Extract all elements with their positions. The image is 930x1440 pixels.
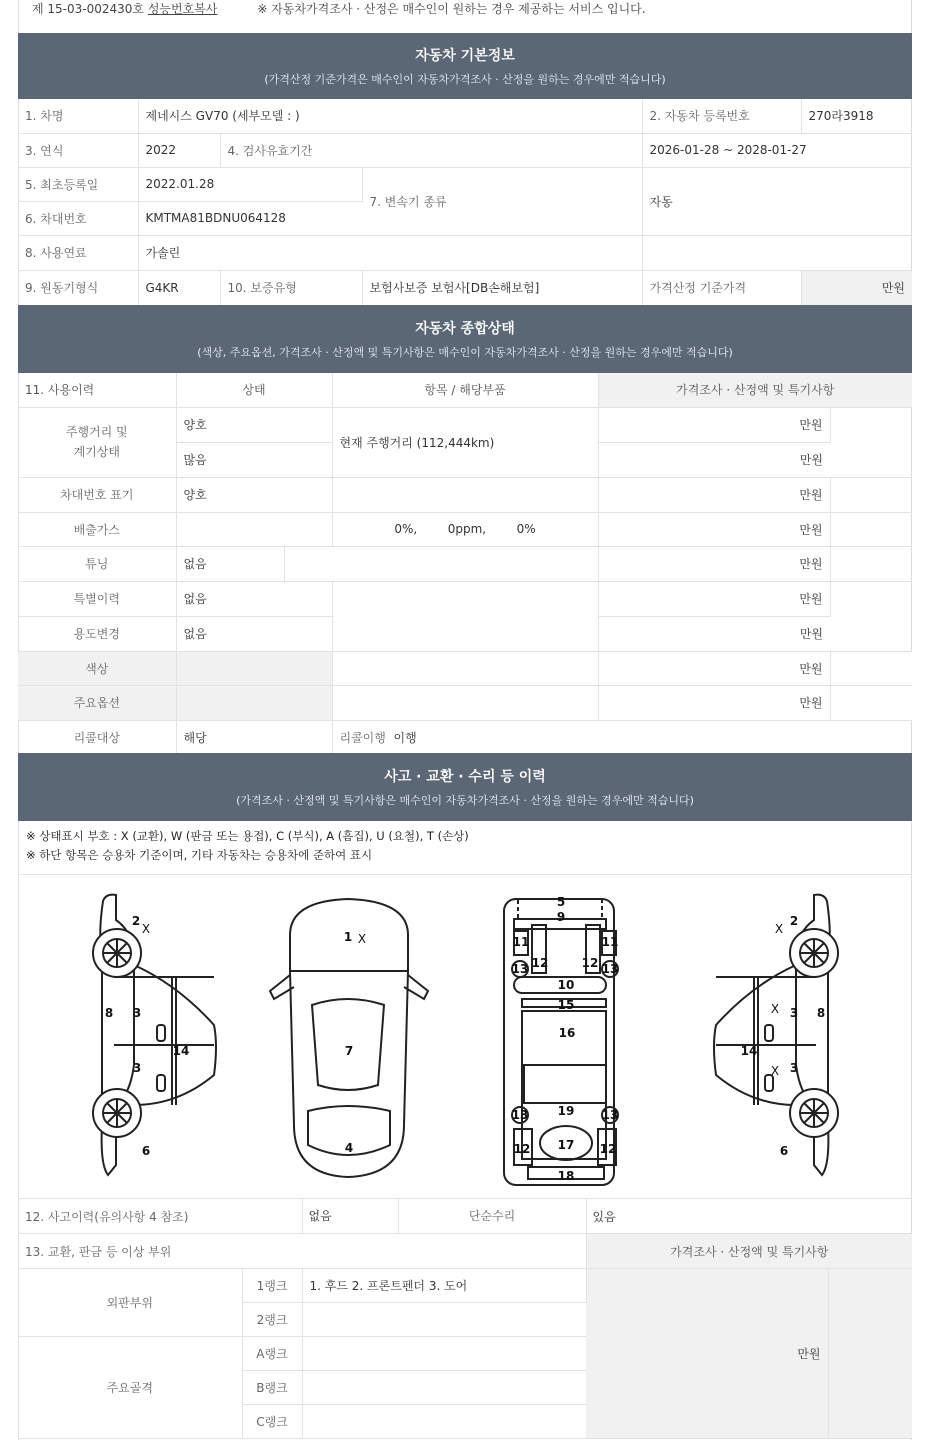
fuel-value: 가솔린: [138, 235, 642, 270]
underbody-label-1: 9: [556, 910, 566, 924]
base-price-unit: 만원: [801, 270, 912, 305]
overall-status-subtitle: (색상, 주요옵션, 가격조사 · 산정액 및 특기사항은 매수인이 자동차가격조사 · 산정을 원하는 경우에만 적습니다): [197, 346, 733, 359]
first-reg-label: 5. 최초등록일: [18, 167, 138, 201]
report-top-line: [32, 0, 646, 18]
fuel-label: 8. 사용연료: [18, 235, 138, 270]
emission-price: 만원: [598, 512, 830, 546]
options-state: [176, 685, 332, 720]
report-number: 제 15-03-002430호 성능번호복사: [32, 2, 218, 16]
row-mileage-1: [18, 407, 912, 442]
row-special: [18, 581, 912, 616]
right-side-label-0: X: [774, 922, 784, 936]
rankA-label: A랭크: [242, 1337, 302, 1371]
top-view-label-1: X: [357, 932, 367, 946]
inspect-value: 2026-01-28 ~ 2028-01-27: [642, 133, 912, 167]
trans-value: 자동: [642, 167, 912, 235]
underbody-label-12: 13: [511, 1108, 529, 1122]
rank1-label: 1랭크: [242, 1269, 302, 1303]
row-first-reg: [18, 167, 912, 201]
left-side-view: [93, 895, 216, 1175]
row-rank1: [18, 1269, 912, 1303]
tuning-price: 만원: [598, 546, 830, 581]
vin-mark-item: [332, 477, 598, 512]
parts-price-header: 가격조사 · 산정액 및 특기사항: [586, 1234, 912, 1269]
status-header-row: [18, 373, 912, 407]
rankA-value: [302, 1337, 586, 1371]
usage-history-header: 11. 사용이력: [18, 373, 176, 407]
underbody-label-2: 11: [512, 935, 530, 949]
parts-price-unit: 만원: [586, 1269, 828, 1439]
car-name-label: 1. 차명: [18, 99, 138, 133]
accident-history-inner: [303, 1199, 913, 1233]
mileage-price-2: 만원: [598, 442, 830, 477]
special-price: 만원: [598, 581, 830, 616]
mileage-state-high: 많음: [176, 442, 332, 477]
vin-value: KMTMA81BDNU064128: [138, 201, 362, 235]
left-side-label-3: 3: [132, 1006, 142, 1020]
options-note: [830, 685, 912, 720]
right-side-label-1: 2: [789, 914, 799, 928]
vin-mark-price: 만원: [598, 477, 830, 512]
mileage-label: 주행거리 및 계기상태: [18, 407, 176, 477]
accident-history-label: 12. 사고이력(유의사항 4 참조): [18, 1199, 302, 1234]
year-label: 3. 연식: [18, 133, 138, 167]
right-side-label-6: X: [770, 1064, 780, 1078]
parts-label: 13. 교환, 판금 등 이상 부위: [18, 1234, 586, 1269]
basic-info-header: [18, 33, 912, 99]
right-side-label-4: 8: [816, 1006, 826, 1020]
underbody-label-0: 5: [556, 895, 566, 909]
vin-label: 6. 차대번호: [18, 201, 138, 235]
copy-number-link[interactable]: 성능번호복사: [147, 2, 218, 16]
fuel-empty: [642, 235, 912, 270]
color-item: [332, 651, 598, 685]
legend-line-1: ※ 상태표시 부호 : X (교환), W (판금 또는 용접), C (부식), A (흠집), U (요철), T (손상): [26, 829, 469, 843]
emission-values: 0%, 0ppm, 0%: [332, 512, 598, 546]
mileage-item: 현재 주행거리 (112,444km): [332, 407, 598, 477]
emission-label: 배출가스: [18, 512, 176, 546]
reg-no-label: 2. 자동차 등록번호: [642, 99, 801, 133]
basic-info-subtitle: (가격산정 기준가격은 매수인이 자동차가격조사 · 산정을 원하는 경우에만 적습니다): [264, 73, 666, 86]
row-accident-history: [18, 1199, 912, 1234]
underbody-label-5: 12: [581, 956, 599, 970]
right-side-view: [714, 895, 838, 1175]
inspect-label: 4. 검사유효기간: [220, 133, 642, 167]
reg-no-value: 270라3918: [801, 99, 912, 133]
left-side-label-5: 14: [172, 1044, 190, 1058]
basic-info-title: 자동차 기본정보: [415, 48, 515, 64]
simple-repair-label: 단순수리: [399, 1199, 587, 1233]
item-header: 항목 / 해당부품: [332, 373, 598, 407]
left-side-label-1: X: [141, 922, 151, 936]
engine-label: 9. 원동기형식: [18, 270, 138, 305]
color-note: [830, 651, 912, 685]
options-label: 주요옵션: [18, 685, 176, 720]
underbody-label-17: 18: [557, 1169, 575, 1183]
warranty-value: 보험사보증 보험사[DB손해보험]: [362, 270, 642, 305]
row-fuel: [18, 235, 912, 270]
underbody-label-10: 16: [558, 1026, 576, 1040]
special-label: 특별이력: [18, 581, 176, 616]
row-emission: [18, 512, 912, 546]
rankB-label: B랭크: [242, 1371, 302, 1405]
usage-change-label: 용도변경: [18, 616, 176, 651]
car-diagram-svg: [18, 875, 912, 1199]
top-view-label-0: 1: [343, 930, 353, 944]
row-options: [18, 685, 912, 720]
accident-history-title: 사고 · 교환 · 수리 등 이력: [384, 769, 546, 785]
color-price: 만원: [598, 651, 830, 685]
price-header: 가격조사 · 산정액 및 특기사항: [598, 373, 912, 407]
emission-note: [830, 512, 912, 546]
usage-change-state: 없음: [176, 616, 332, 651]
row-tuning: [18, 546, 912, 581]
right-side-label-8: 6: [779, 1144, 789, 1158]
underbody-label-3: 11: [601, 935, 619, 949]
underbody-label-6: 13: [511, 962, 529, 976]
left-side-label-6: 6: [141, 1144, 151, 1158]
right-side-label-7: 3: [789, 1061, 799, 1075]
underbody-label-7: 13: [601, 962, 619, 976]
row-recall: [18, 720, 912, 754]
mileage-price-1: 만원: [598, 407, 830, 442]
recall-done: [332, 720, 912, 754]
recall-state: 해당: [176, 720, 332, 754]
trans-label: 7. 변속기 종류: [362, 167, 642, 235]
special-state: 없음: [176, 581, 332, 616]
parts-price-note: [828, 1269, 912, 1439]
right-side-label-5: 14: [740, 1044, 758, 1058]
row-car-name: [18, 99, 912, 133]
row-engine: [18, 270, 912, 305]
accident-history-subtitle: (가격조사 · 산정액 및 특기사항은 매수인이 자동차가격조사 · 산정을 원하는 경우에만 적습니다): [236, 794, 694, 807]
simple-repair-value: 있음: [592, 1209, 616, 1224]
rank2-value: [302, 1303, 586, 1337]
options-item: [332, 685, 598, 720]
service-notice: ※ 자동차가격조사 · 산정은 매수인이 원하는 경우 제공하는 서비스 입니다.: [257, 2, 646, 16]
special-note: [830, 581, 912, 651]
diagram-part-labels: [105, 895, 825, 1183]
base-price-label: 가격산정 기준가격: [642, 270, 801, 305]
overall-status-table: [18, 373, 912, 755]
car-damage-diagram: [18, 875, 912, 1199]
underbody-label-9: 15: [557, 998, 575, 1012]
mileage-note: [830, 407, 912, 477]
left-side-label-0: 2: [131, 914, 141, 928]
left-side-label-4: 3: [132, 1061, 142, 1075]
car-name-value: 제네시스 GV70 (세부모델 : ): [138, 99, 642, 133]
recall-label: 리콜대상: [18, 720, 176, 754]
overall-status-title: 자동차 종합상태: [415, 321, 515, 337]
vin-mark-state: 양호: [176, 477, 332, 512]
recall-done-value: 이행: [393, 730, 417, 745]
year-value: 2022: [138, 133, 220, 167]
underbody-label-14: 12: [513, 1142, 531, 1156]
underbody-label-13: 13: [601, 1108, 619, 1122]
tuning-label: 튜닝: [18, 546, 176, 581]
usage-change-price: 만원: [598, 616, 830, 651]
accident-history-values: [302, 1199, 912, 1234]
tuning-item: [284, 546, 598, 581]
color-state: [176, 651, 332, 685]
row-vin-mark: [18, 477, 912, 512]
special-item: [332, 581, 598, 651]
tuning-note: [830, 546, 912, 581]
accident-value: 없음: [303, 1199, 399, 1233]
accident-history-header: [18, 753, 912, 821]
rankC-value: [302, 1405, 586, 1439]
first-reg-value: 2022.01.28: [138, 167, 362, 201]
frame-label: 주요골격: [18, 1337, 242, 1439]
warranty-label: 10. 보증유형: [220, 270, 362, 305]
top-view-label-3: 4: [344, 1141, 354, 1155]
options-price: 만원: [598, 685, 830, 720]
underbody-label-15: 12: [599, 1142, 617, 1156]
rankC-label: C랭크: [242, 1405, 302, 1439]
row-color: [18, 651, 912, 685]
underbody-label-16: 17: [557, 1138, 575, 1152]
tuning-state: 없음: [176, 546, 284, 581]
color-label: 색상: [18, 651, 176, 685]
status-legend: [18, 821, 912, 875]
top-view-label-2: 7: [344, 1044, 354, 1058]
right-side-label-3: 3: [789, 1006, 799, 1020]
underbody-label-4: 12: [531, 956, 549, 970]
accident-table: [18, 1199, 912, 1439]
underbody-label-11: 19: [557, 1104, 575, 1118]
state-header: 상태: [176, 373, 332, 407]
engine-value: G4KR: [138, 270, 220, 305]
basic-info-table: [18, 99, 912, 306]
recall-done-label: 리콜이행: [339, 730, 386, 745]
underbody-label-8: 10: [557, 978, 575, 992]
mileage-state-good: 양호: [176, 407, 332, 442]
vin-mark-label: 차대번호 표기: [18, 477, 176, 512]
overall-status-header: [18, 305, 912, 373]
right-side-label-2: X: [770, 1002, 780, 1016]
row-year: [18, 133, 912, 167]
row-parts-header: [18, 1234, 912, 1269]
rank2-label: 2랭크: [242, 1303, 302, 1337]
emission-state: [176, 512, 332, 546]
exterior-label: 외판부위: [18, 1269, 242, 1337]
vin-mark-note: [830, 477, 912, 512]
legend-line-2: ※ 하단 항목은 승용차 기준이며, 기타 자동차는 승용차에 준하여 표시: [26, 848, 373, 862]
rank1-value: 1. 후드 2. 프론트펜더 3. 도어: [302, 1269, 586, 1303]
rankB-value: [302, 1371, 586, 1405]
left-side-label-2: 8: [104, 1006, 114, 1020]
